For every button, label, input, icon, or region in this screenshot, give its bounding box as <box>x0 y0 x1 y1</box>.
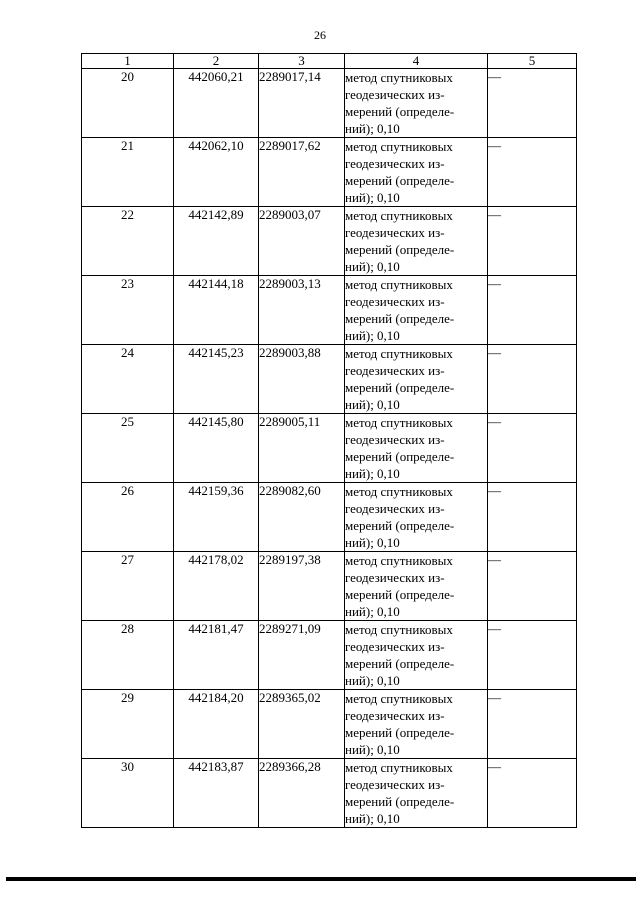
coordinate-y-cell: 2289003,13 <box>259 276 345 345</box>
coordinate-x-cell: 442142,89 <box>174 207 259 276</box>
coordinate-x-cell: 442184,20 <box>174 690 259 759</box>
method-line: ний); 0,10 <box>345 535 400 550</box>
table-row <box>82 690 577 759</box>
method-line: метод спутниковых <box>345 346 453 361</box>
method-line: ний); 0,10 <box>345 328 400 343</box>
method-line: геодезических из- <box>345 87 445 102</box>
note-cell: — <box>488 138 577 207</box>
coordinate-y-cell: 2289017,14 <box>259 69 345 138</box>
method-line: геодезических из- <box>345 777 445 792</box>
point-number-cell: 24 <box>82 345 174 414</box>
method-cell <box>345 69 488 138</box>
method-line: ний); 0,10 <box>345 811 400 826</box>
method-line: геодезических из- <box>345 570 445 585</box>
point-number-cell: 25 <box>82 414 174 483</box>
point-number-cell: 20 <box>82 69 174 138</box>
method-line: ний); 0,10 <box>345 466 400 481</box>
note-cell: — <box>488 69 577 138</box>
method-line: геодезических из- <box>345 225 445 240</box>
method-line: геодезических из- <box>345 708 445 723</box>
method-cell <box>345 621 488 690</box>
note-cell: — <box>488 483 577 552</box>
method-line: метод спутниковых <box>345 691 453 706</box>
method-line: мерений (определе- <box>345 242 455 257</box>
method-cell <box>345 690 488 759</box>
method-line: метод спутниковых <box>345 553 453 568</box>
method-line: мерений (определе- <box>345 380 455 395</box>
column-header: 2 <box>174 54 259 69</box>
coordinate-x-cell: 442145,23 <box>174 345 259 414</box>
method-line: мерений (определе- <box>345 794 455 809</box>
table-row <box>82 414 577 483</box>
method-line: ний); 0,10 <box>345 742 400 757</box>
coordinate-x-cell: 442183,87 <box>174 759 259 828</box>
method-line: геодезических из- <box>345 639 445 654</box>
method-line: мерений (определе- <box>345 311 455 326</box>
method-line: геодезических из- <box>345 501 445 516</box>
table-row <box>82 276 577 345</box>
point-number-cell: 30 <box>82 759 174 828</box>
point-number-cell: 29 <box>82 690 174 759</box>
method-line: ний); 0,10 <box>345 397 400 412</box>
table-header-row <box>82 54 577 69</box>
coordinate-x-cell: 442145,80 <box>174 414 259 483</box>
note-cell: — <box>488 207 577 276</box>
note-cell: — <box>488 414 577 483</box>
method-line: мерений (определе- <box>345 518 455 533</box>
method-line: мерений (определе- <box>345 656 455 671</box>
coordinate-y-cell: 2289003,07 <box>259 207 345 276</box>
note-cell: — <box>488 621 577 690</box>
table-row <box>82 69 577 138</box>
method-line: ний); 0,10 <box>345 604 400 619</box>
method-line: ний); 0,10 <box>345 121 400 136</box>
note-cell: — <box>488 276 577 345</box>
method-cell <box>345 414 488 483</box>
method-line: метод спутниковых <box>345 277 453 292</box>
point-number-cell: 28 <box>82 621 174 690</box>
method-line: геодезических из- <box>345 363 445 378</box>
point-number-cell: 23 <box>82 276 174 345</box>
table-row <box>82 759 577 828</box>
coordinate-x-cell: 442159,36 <box>174 483 259 552</box>
coordinate-y-cell: 2289365,02 <box>259 690 345 759</box>
column-header: 4 <box>345 54 488 69</box>
method-line: мерений (определе- <box>345 449 455 464</box>
method-line: метод спутниковых <box>345 70 453 85</box>
note-cell: — <box>488 345 577 414</box>
page-number: 26 <box>314 28 326 42</box>
method-line: геодезических из- <box>345 432 445 447</box>
table-row <box>82 138 577 207</box>
table-row <box>82 207 577 276</box>
coordinate-y-cell: 2289366,28 <box>259 759 345 828</box>
coordinates-table <box>81 53 577 828</box>
column-header: 5 <box>488 54 577 69</box>
method-line: ний); 0,10 <box>345 190 400 205</box>
coordinate-y-cell: 2289197,38 <box>259 552 345 621</box>
note-cell: — <box>488 552 577 621</box>
method-line: мерений (определе- <box>345 173 455 188</box>
point-number-cell: 26 <box>82 483 174 552</box>
column-header: 1 <box>82 54 174 69</box>
method-line: ний); 0,10 <box>345 259 400 274</box>
method-line: геодезических из- <box>345 294 445 309</box>
method-line: мерений (определе- <box>345 104 455 119</box>
method-line: ний); 0,10 <box>345 673 400 688</box>
coordinate-x-cell: 442178,02 <box>174 552 259 621</box>
coordinate-x-cell: 442181,47 <box>174 621 259 690</box>
point-number-cell: 21 <box>82 138 174 207</box>
coordinate-x-cell: 442062,10 <box>174 138 259 207</box>
table-row <box>82 621 577 690</box>
method-line: метод спутниковых <box>345 760 453 775</box>
method-line: метод спутниковых <box>345 208 453 223</box>
method-cell <box>345 759 488 828</box>
coordinate-y-cell: 2289082,60 <box>259 483 345 552</box>
method-cell <box>345 483 488 552</box>
table-row <box>82 483 577 552</box>
coordinate-y-cell: 2289271,09 <box>259 621 345 690</box>
point-number-cell: 27 <box>82 552 174 621</box>
note-cell: — <box>488 759 577 828</box>
method-line: метод спутниковых <box>345 415 453 430</box>
coordinate-y-cell: 2289005,11 <box>259 414 345 483</box>
footer-rule <box>6 877 636 881</box>
point-number-cell: 22 <box>82 207 174 276</box>
method-line: метод спутниковых <box>345 484 453 499</box>
method-cell <box>345 276 488 345</box>
coordinate-x-cell: 442060,21 <box>174 69 259 138</box>
method-cell <box>345 207 488 276</box>
method-cell <box>345 552 488 621</box>
method-line: геодезических из- <box>345 156 445 171</box>
method-cell <box>345 138 488 207</box>
method-line: метод спутниковых <box>345 622 453 637</box>
method-line: метод спутниковых <box>345 139 453 154</box>
table-row <box>82 345 577 414</box>
table-row <box>82 552 577 621</box>
note-cell: — <box>488 690 577 759</box>
method-cell <box>345 345 488 414</box>
coordinate-y-cell: 2289003,88 <box>259 345 345 414</box>
method-line: мерений (определе- <box>345 587 455 602</box>
method-line: мерений (определе- <box>345 725 455 740</box>
coordinate-y-cell: 2289017,62 <box>259 138 345 207</box>
column-header: 3 <box>259 54 345 69</box>
coordinate-x-cell: 442144,18 <box>174 276 259 345</box>
